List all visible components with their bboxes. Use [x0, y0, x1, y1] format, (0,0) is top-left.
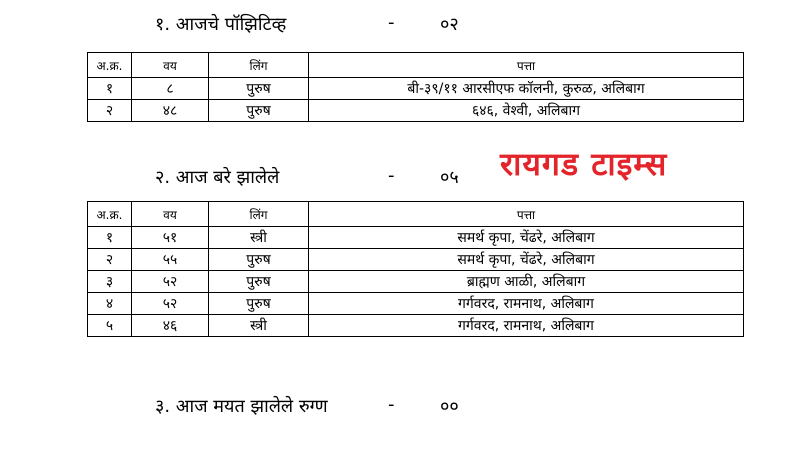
cell-serial: २ [88, 249, 132, 271]
cell-age: ५१ [132, 227, 209, 249]
table-row [88, 227, 744, 249]
header-serial: अ.क्र. [88, 202, 132, 227]
cell-age: ८ [132, 78, 209, 100]
cell-gender: पुरुष [209, 293, 309, 315]
table-row [88, 249, 744, 271]
cell-age: ५२ [132, 271, 209, 293]
cell-gender: स्त्री [209, 315, 309, 337]
section-2-count: ०५ [440, 167, 459, 188]
header-gender: लिंग [209, 202, 309, 227]
section-2-dash: - [388, 165, 395, 186]
header-address: पत्ता [309, 53, 744, 78]
table-row [88, 100, 744, 122]
table-row [88, 78, 744, 100]
cell-address: ६४६, वेश्वी, अलिबाग [309, 100, 744, 122]
table-header-row [88, 202, 744, 227]
cell-gender: पुरुष [209, 78, 309, 100]
cell-address: समर्थ कृपा, चेंढरे, अलिबाग [309, 227, 744, 249]
section-3-count: ०० [440, 396, 459, 417]
section-3-dash: - [388, 394, 395, 415]
section-1-heading [155, 12, 286, 36]
cell-serial: १ [88, 227, 132, 249]
section-1-title: १. आजचे पॉझिटिव्ह [155, 14, 287, 35]
header-age: वय [132, 53, 209, 78]
cell-address: गर्गवरद, रामनाथ, अलिबाग [309, 293, 744, 315]
cell-address: समर्थ कृपा, चेंढरे, अलिबाग [309, 249, 744, 271]
section-3-heading [155, 394, 328, 418]
cell-serial: ३ [88, 271, 132, 293]
header-age: वय [132, 202, 209, 227]
cell-address: बी-३९/११ आरसीएफ कॉलनी, कुरुळ, अलिबाग [309, 78, 744, 100]
section-3-title: ३. आज मयत झालेले रुग्ण [155, 396, 328, 417]
table-row [88, 293, 744, 315]
cell-gender: पुरुष [209, 271, 309, 293]
cell-age: ४६ [132, 315, 209, 337]
cell-address: ब्राह्मण आळी, अलिबाग [309, 271, 744, 293]
table-header-row [88, 53, 744, 78]
cell-age: ५५ [132, 249, 209, 271]
recovered-cases-table [87, 201, 744, 337]
section-2-title: २. आज बरे झालेले [155, 167, 280, 188]
header-gender: लिंग [209, 53, 309, 78]
cell-address: गर्गवरद, रामनाथ, अलिबाग [309, 315, 744, 337]
header-serial: अ.क्र. [88, 53, 132, 78]
raigad-times-logo: रायगड टाइम्स [500, 145, 668, 183]
cell-serial: २ [88, 100, 132, 122]
positive-cases-table [87, 52, 744, 122]
cell-age: ४८ [132, 100, 209, 122]
cell-age: ५२ [132, 293, 209, 315]
header-address: पत्ता [309, 202, 744, 227]
cell-gender: पुरुष [209, 100, 309, 122]
cell-serial: ५ [88, 315, 132, 337]
cell-gender: स्त्री [209, 227, 309, 249]
section-2-heading [155, 165, 279, 189]
cell-serial: १ [88, 78, 132, 100]
section-1-dash: - [388, 12, 395, 33]
table-row [88, 315, 744, 337]
cell-serial: ४ [88, 293, 132, 315]
section-1-count: ०२ [440, 14, 459, 35]
cell-gender: पुरुष [209, 249, 309, 271]
table-row [88, 271, 744, 293]
